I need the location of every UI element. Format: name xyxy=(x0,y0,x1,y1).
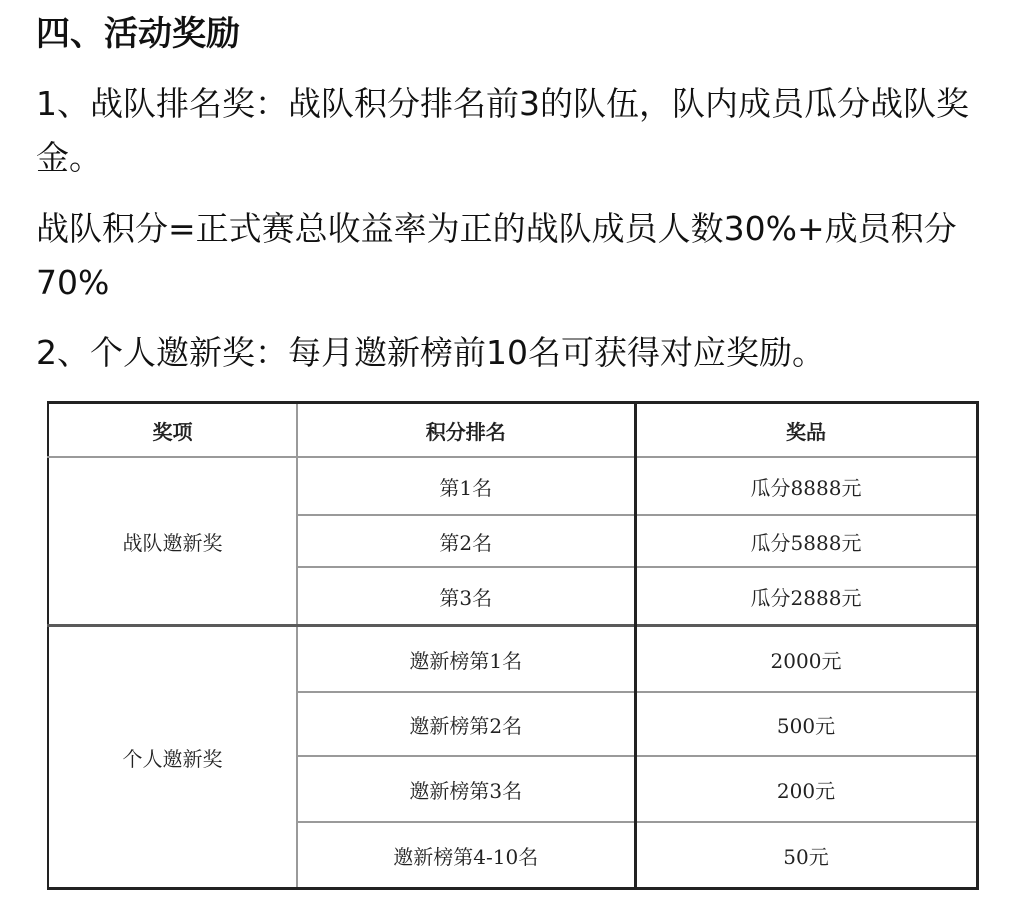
award-table xyxy=(47,401,979,890)
header-rank: 积分排名 xyxy=(297,403,635,458)
prize-cell: 500元 xyxy=(635,692,977,756)
header-prize: 奖品 xyxy=(635,403,977,458)
rank-cell: 第2名 xyxy=(297,515,635,567)
prize-cell: 瓜分2888元 xyxy=(635,567,977,626)
prize-cell: 2000元 xyxy=(635,626,977,693)
section-heading: 四、活动奖励 xyxy=(36,14,240,54)
table-header-row xyxy=(48,403,977,458)
rank-cell: 邀新榜第4-10名 xyxy=(297,822,635,889)
prize-cell: 200元 xyxy=(635,756,977,822)
prize-cell: 50元 xyxy=(635,822,977,889)
paragraph-team-ranking-award: 1、战队排名奖：战队积分排名前3的队伍，队内成员瓜分战队奖金。 xyxy=(36,84,969,177)
paragraph-team-score-formula: 战队积分=正式赛总收益率为正的战队成员人数30%+成员积分70% xyxy=(36,209,957,302)
table-row xyxy=(48,626,977,693)
award-name-cell: 个人邀新奖 xyxy=(48,626,297,889)
rank-cell: 邀新榜第3名 xyxy=(297,756,635,822)
prize-cell: 瓜分5888元 xyxy=(635,515,977,567)
rank-cell: 邀新榜第1名 xyxy=(297,626,635,693)
paragraph-personal-invite-award: 2、个人邀新奖：每月邀新榜前10名可获得对应奖励。 xyxy=(36,333,825,372)
rank-cell: 第1名 xyxy=(297,457,635,515)
table-row xyxy=(48,457,977,515)
header-award: 奖项 xyxy=(48,403,297,458)
prize-cell: 瓜分8888元 xyxy=(635,457,977,515)
rank-cell: 第3名 xyxy=(297,567,635,626)
rank-cell: 邀新榜第2名 xyxy=(297,692,635,756)
award-name-cell: 战队邀新奖 xyxy=(48,457,297,626)
